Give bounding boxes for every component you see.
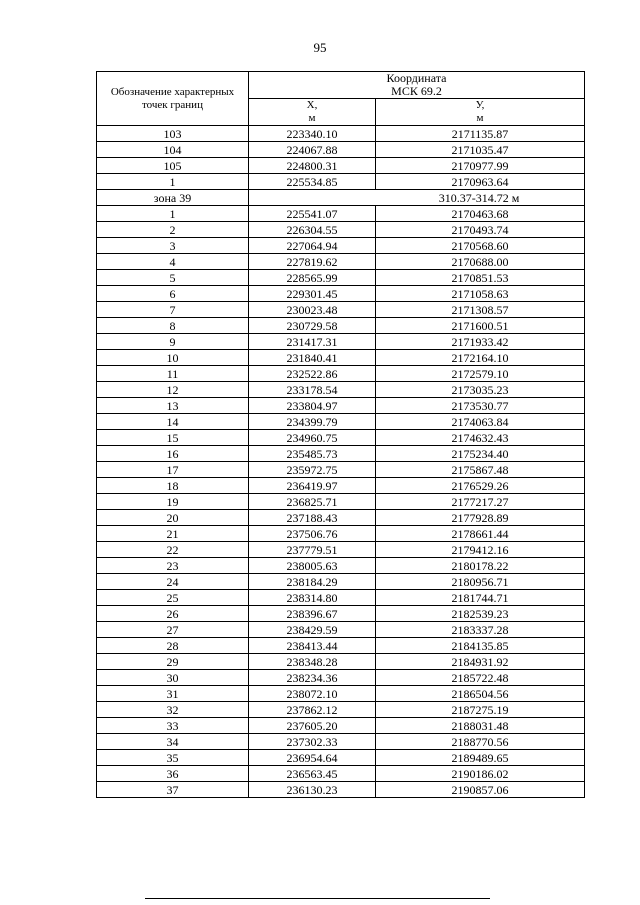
table-row — [97, 334, 585, 350]
point-cell: 27 — [97, 622, 249, 638]
table-row — [97, 366, 585, 382]
x-cell: 224067.88 — [249, 142, 376, 158]
x-cell: 233804.97 — [249, 398, 376, 414]
table-row — [97, 206, 585, 222]
table-row — [97, 574, 585, 590]
y-cell: 2187275.19 — [376, 702, 585, 718]
y-cell: 2171933.42 — [376, 334, 585, 350]
y-cell: 2188770.56 — [376, 734, 585, 750]
table-row — [97, 318, 585, 334]
x-cell: 233178.54 — [249, 382, 376, 398]
x-cell: 227819.62 — [249, 254, 376, 270]
table-row — [97, 606, 585, 622]
point-cell: 14 — [97, 414, 249, 430]
table-row — [97, 734, 585, 750]
y-header — [376, 99, 585, 126]
y-cell: 2184931.92 — [376, 654, 585, 670]
table-row — [97, 462, 585, 478]
y-cell: 2188031.48 — [376, 718, 585, 734]
points-header-line1: Обозначение характерных — [110, 85, 235, 98]
x-cell: 237605.20 — [249, 718, 376, 734]
x-cell: 229301.45 — [249, 286, 376, 302]
y-cell: 2182539.23 — [376, 606, 585, 622]
y-cell: 2171308.57 — [376, 302, 585, 318]
point-cell: 24 — [97, 574, 249, 590]
y-cell: 2173530.77 — [376, 398, 585, 414]
x-cell: 230729.58 — [249, 318, 376, 334]
point-cell: 19 — [97, 494, 249, 510]
x-cell: 226304.55 — [249, 222, 376, 238]
table-row — [97, 174, 585, 190]
point-cell: 26 — [97, 606, 249, 622]
point-cell: 28 — [97, 638, 249, 654]
x-cell: 237188.43 — [249, 510, 376, 526]
table-row — [97, 590, 585, 606]
rows-before-zone — [97, 126, 585, 190]
table-row — [97, 398, 585, 414]
table-row — [97, 718, 585, 734]
table-row — [97, 222, 585, 238]
x-cell: 235485.73 — [249, 446, 376, 462]
y-cell: 2172164.10 — [376, 350, 585, 366]
table-row — [97, 430, 585, 446]
y-cell: 2176529.26 — [376, 478, 585, 494]
point-cell: 7 — [97, 302, 249, 318]
point-cell: 103 — [97, 126, 249, 142]
x-cell: 234399.79 — [249, 414, 376, 430]
table-row — [97, 558, 585, 574]
table-row — [97, 654, 585, 670]
point-cell: 16 — [97, 446, 249, 462]
point-cell: 5 — [97, 270, 249, 286]
zone-elevation: 310.37-314.72 м — [249, 190, 585, 206]
table-row — [97, 622, 585, 638]
x-cell: 236419.97 — [249, 478, 376, 494]
points-header-line2: точек границ — [142, 98, 203, 111]
y-cell: 2177928.89 — [376, 510, 585, 526]
x-cell: 236563.45 — [249, 766, 376, 782]
point-cell: 6 — [97, 286, 249, 302]
x-cell: 232522.86 — [249, 366, 376, 382]
table-row — [97, 638, 585, 654]
y-cell: 2183337.28 — [376, 622, 585, 638]
point-cell: 4 — [97, 254, 249, 270]
table-row — [97, 510, 585, 526]
y-cell: 2170851.53 — [376, 270, 585, 286]
x-cell: 224800.31 — [249, 158, 376, 174]
table-row — [97, 766, 585, 782]
point-cell: 10 — [97, 350, 249, 366]
point-cell: 20 — [97, 510, 249, 526]
y-cell: 2171058.63 — [376, 286, 585, 302]
table-row — [97, 542, 585, 558]
y-cell: 2181744.71 — [376, 590, 585, 606]
point-cell: 32 — [97, 702, 249, 718]
x-cell: 225541.07 — [249, 206, 376, 222]
coordinate-header — [249, 72, 585, 99]
y-cell: 2190186.02 — [376, 766, 585, 782]
x-cell: 238348.28 — [249, 654, 376, 670]
table-row — [97, 158, 585, 174]
table-row — [97, 238, 585, 254]
x-cell: 238413.44 — [249, 638, 376, 654]
table-row — [97, 126, 585, 142]
y-header-label: У, — [475, 99, 485, 111]
y-cell: 2179412.16 — [376, 542, 585, 558]
point-cell: 13 — [97, 398, 249, 414]
point-cell: 105 — [97, 158, 249, 174]
y-cell: 2170463.68 — [376, 206, 585, 222]
x-cell: 236954.64 — [249, 750, 376, 766]
point-cell: 12 — [97, 382, 249, 398]
rows-after-zone — [97, 206, 585, 798]
x-cell: 238072.10 — [249, 686, 376, 702]
x-cell: 234960.75 — [249, 430, 376, 446]
x-cell: 238396.67 — [249, 606, 376, 622]
point-cell: 15 — [97, 430, 249, 446]
table-row — [97, 686, 585, 702]
y-cell: 2171035.47 — [376, 142, 585, 158]
y-cell: 2180178.22 — [376, 558, 585, 574]
y-cell: 2171135.87 — [376, 126, 585, 142]
y-cell: 2170493.74 — [376, 222, 585, 238]
y-cell: 2175234.40 — [376, 446, 585, 462]
y-cell: 2170977.99 — [376, 158, 585, 174]
y-cell: 2178661.44 — [376, 526, 585, 542]
y-cell: 2170963.64 — [376, 174, 585, 190]
zone-label: зона 39 — [97, 190, 249, 206]
point-cell: 33 — [97, 718, 249, 734]
point-cell: 23 — [97, 558, 249, 574]
x-cell: 227064.94 — [249, 238, 376, 254]
point-cell: 3 — [97, 238, 249, 254]
x-cell: 238429.59 — [249, 622, 376, 638]
x-cell: 231840.41 — [249, 350, 376, 366]
table-row — [97, 750, 585, 766]
x-cell: 237506.76 — [249, 526, 376, 542]
table-row — [97, 254, 585, 270]
y-cell: 2175867.48 — [376, 462, 585, 478]
x-cell: 236825.71 — [249, 494, 376, 510]
coordinate-header-line2: МСК 69.2 — [391, 84, 442, 98]
table-row — [97, 350, 585, 366]
y-cell: 2170568.60 — [376, 238, 585, 254]
x-cell: 237302.33 — [249, 734, 376, 750]
point-cell: 9 — [97, 334, 249, 350]
points-header — [97, 72, 249, 126]
table-row — [97, 414, 585, 430]
y-cell: 2186504.56 — [376, 686, 585, 702]
y-cell: 2185722.48 — [376, 670, 585, 686]
point-cell: 29 — [97, 654, 249, 670]
footer-rule — [145, 898, 490, 899]
coordinate-header-line1: Координата — [386, 71, 447, 85]
y-cell: 2174063.84 — [376, 414, 585, 430]
x-cell: 238234.36 — [249, 670, 376, 686]
table-row — [97, 286, 585, 302]
point-cell: 17 — [97, 462, 249, 478]
x-cell: 223340.10 — [249, 126, 376, 142]
x-cell: 238005.63 — [249, 558, 376, 574]
point-cell: 21 — [97, 526, 249, 542]
x-cell: 238314.80 — [249, 590, 376, 606]
point-cell: 31 — [97, 686, 249, 702]
y-cell: 2184135.85 — [376, 638, 585, 654]
table-row — [97, 526, 585, 542]
point-cell: 8 — [97, 318, 249, 334]
y-cell: 2174632.43 — [376, 430, 585, 446]
table-row — [97, 382, 585, 398]
table-row — [97, 446, 585, 462]
table-row — [97, 702, 585, 718]
x-cell: 230023.48 — [249, 302, 376, 318]
x-header-label: X, — [306, 99, 318, 111]
point-cell: 22 — [97, 542, 249, 558]
x-header-unit: м — [308, 112, 316, 124]
y-cell: 2189489.65 — [376, 750, 585, 766]
x-cell: 231417.31 — [249, 334, 376, 350]
point-cell: 37 — [97, 782, 249, 798]
y-cell: 2171600.51 — [376, 318, 585, 334]
x-cell: 235972.75 — [249, 462, 376, 478]
x-cell: 238184.29 — [249, 574, 376, 590]
point-cell: 35 — [97, 750, 249, 766]
zone-section — [97, 190, 585, 206]
x-cell: 228565.99 — [249, 270, 376, 286]
point-cell: 18 — [97, 478, 249, 494]
point-cell: 25 — [97, 590, 249, 606]
y-cell: 2170688.00 — [376, 254, 585, 270]
y-cell: 2177217.27 — [376, 494, 585, 510]
point-cell: 1 — [97, 206, 249, 222]
y-cell: 2173035.23 — [376, 382, 585, 398]
point-cell: 36 — [97, 766, 249, 782]
point-cell: 34 — [97, 734, 249, 750]
point-cell: 2 — [97, 222, 249, 238]
table-row — [97, 478, 585, 494]
x-cell: 236130.23 — [249, 782, 376, 798]
table-row — [97, 142, 585, 158]
table-row — [97, 302, 585, 318]
coordinates-table — [96, 71, 585, 798]
table-row — [97, 270, 585, 286]
y-cell: 2190857.06 — [376, 782, 585, 798]
table-row — [97, 782, 585, 798]
y-cell: 2180956.71 — [376, 574, 585, 590]
point-cell: 1 — [97, 174, 249, 190]
page-number: 95 — [313, 40, 327, 55]
y-header-unit: м — [476, 112, 484, 124]
x-cell: 225534.85 — [249, 174, 376, 190]
x-cell: 237779.51 — [249, 542, 376, 558]
x-header — [249, 99, 376, 126]
y-cell: 2172579.10 — [376, 366, 585, 382]
x-cell: 237862.12 — [249, 702, 376, 718]
point-cell: 11 — [97, 366, 249, 382]
table-row — [97, 670, 585, 686]
point-cell: 104 — [97, 142, 249, 158]
zone-row — [97, 190, 585, 206]
table-row — [97, 494, 585, 510]
point-cell: 30 — [97, 670, 249, 686]
